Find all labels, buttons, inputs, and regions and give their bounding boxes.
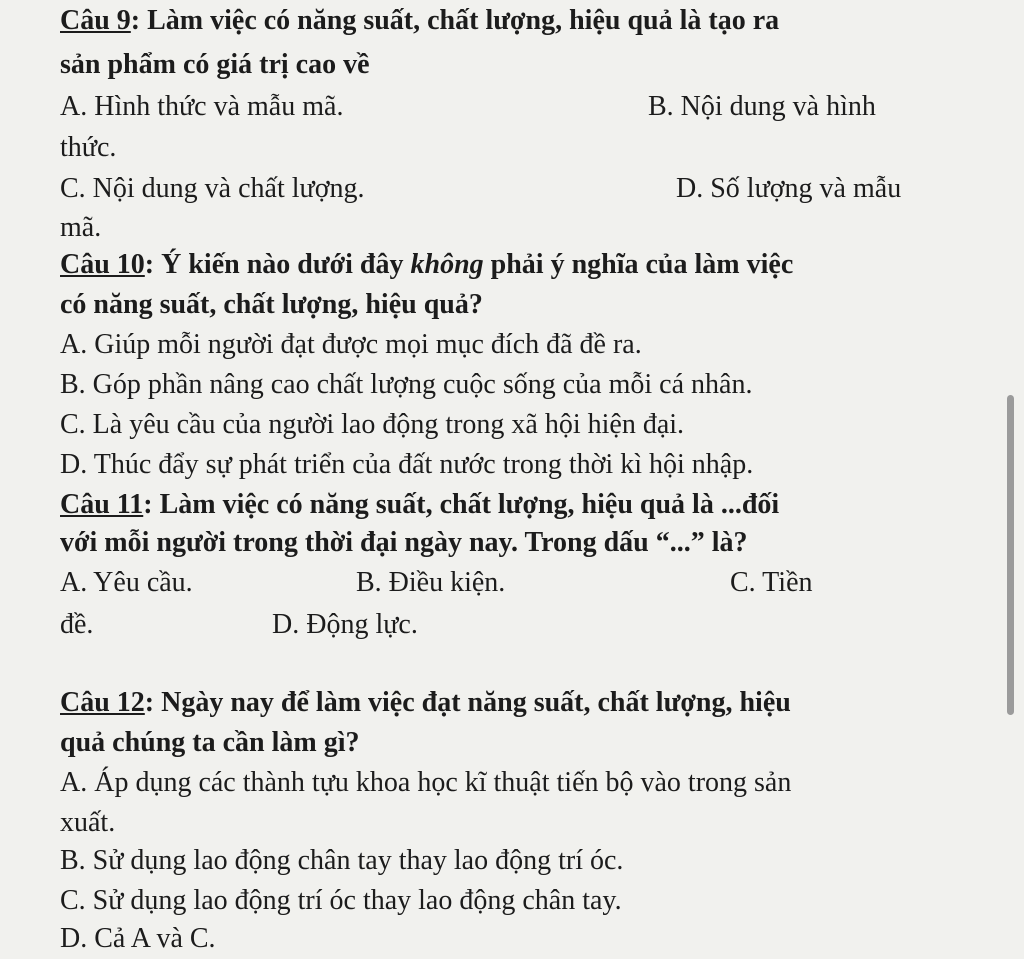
question-11-option-c: C. Tiền — [730, 567, 813, 598]
question-12-stem-text: : Ngày nay để làm việc đạt năng suất, chất lượng, hiệu — [144, 687, 791, 718]
scrollbar-thumb[interactable] — [1007, 395, 1014, 715]
question-12-option-b: B. Sử dụng lao động chân tay thay lao động trí óc. — [60, 845, 624, 876]
question-9-label: Câu 9 — [60, 5, 131, 36]
question-9-option-b-continued: thức. — [60, 132, 117, 163]
question-9-option-a: A. Hình thức và mẫu mã. — [60, 91, 344, 122]
question-10-stem-line-2: có năng suất, chất lượng, hiệu quả? — [60, 289, 483, 320]
question-9-stem-line-1 — [60, 4, 779, 38]
question-10-option-d: D. Thúc đẩy sự phát triển của đất nước trong thời kì hội nhập. — [60, 449, 754, 480]
question-10-option-b: B. Góp phần nâng cao chất lượng cuộc sống của mỗi cá nhân. — [60, 369, 753, 400]
question-9-option-d-continued: mã. — [60, 212, 102, 243]
question-9-option-b: B. Nội dung và hình — [648, 91, 876, 122]
question-12-option-c: C. Sử dụng lao động trí óc thay lao động chân tay. — [60, 885, 622, 916]
question-12-stem-line-2: quả chúng ta cần làm gì? — [60, 727, 360, 758]
question-11-stem-line-1 — [60, 488, 779, 522]
question-12-label: Câu 12 — [60, 687, 145, 718]
question-11-option-b: B. Điều kiện. — [356, 567, 506, 598]
question-12-option-a: A. Áp dụng các thành tựu khoa học kĩ thuật tiến bộ vào trong sản — [60, 767, 792, 798]
question-11-label: Câu 11 — [60, 489, 144, 520]
question-9-option-c: C. Nội dung và chất lượng. — [60, 173, 365, 204]
question-9-stem-text: : Làm việc có năng suất, chất lượng, hiệu quả là tạo ra — [130, 5, 780, 36]
question-11-option-d: D. Động lực. — [272, 609, 418, 640]
question-9-option-d: D. Số lượng và mẫu — [676, 173, 902, 204]
question-10-stem-line-1 — [60, 248, 793, 282]
question-11-stem-text: : Làm việc có năng suất, chất lượng, hiệu quả là ...đối — [143, 489, 780, 520]
question-11-stem-line-2: với mỗi người trong thời đại ngày nay. Trong dấu “...” là? — [60, 527, 748, 558]
question-12-stem-line-1 — [60, 686, 791, 720]
question-10-option-c: C. Là yêu cầu của người lao động trong xã hội hiện đại. — [60, 409, 685, 440]
question-11-option-c-continued: đề. — [60, 609, 94, 640]
question-11-option-a: A. Yêu cầu. — [60, 567, 193, 598]
question-12-option-a-continued: xuất. — [60, 807, 116, 838]
question-10-stem-pre: : Ý kiến nào dưới đây — [144, 249, 411, 280]
question-10-label: Câu 10 — [60, 249, 145, 280]
question-12-option-d: D. Cả A và C. — [60, 923, 216, 954]
question-10-option-a: A. Giúp mỗi người đạt được mọi mục đích đã đề ra. — [60, 329, 642, 360]
question-10-stem-post: phải ý nghĩa của làm việc — [483, 249, 794, 280]
question-9-stem-line-2: sản phẩm có giá trị cao về — [60, 49, 370, 80]
question-10-stem-emphasis: không — [410, 249, 484, 280]
